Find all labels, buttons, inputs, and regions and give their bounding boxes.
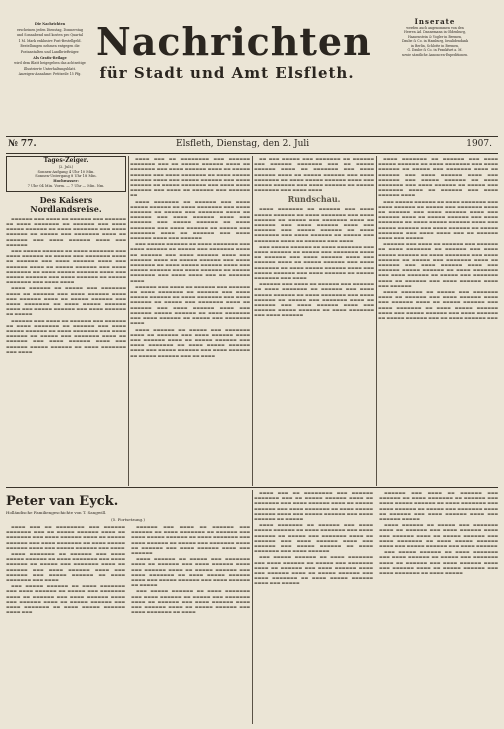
tagezeiger-heading: Tages-Zeiger. xyxy=(43,157,89,164)
article-heading-kaiser: Des Kaisers Nordlandsreise. xyxy=(30,194,102,214)
issue-year: 1907. xyxy=(466,139,492,149)
column-3: ▬▬ ▬▬▬ ▬▬▬▬▬ ▬▬▬ ▬▬▬▬▬▬▬ ▬▬ ▬▬▬▬▬▬ ▬▬▬ ▬▬▬▬▬▬ ▬▬▬▬▬▬▬ ▬▬▬ ▬▬ ▬▬▬▬▬ ▬▬▬▬▬▬ ▬▬▬▬ ▬▬ ▬▬▬▬▬▬▬ ▬▬▬ ▬▬▬▬ ▬▬▬▬▬▬ ▬▬▬▬ ▬▬ ▬▬▬▬▬ ▬▬▬▬▬▬ ▬▬▬ ▬▬▬▬ ▬▬▬▬▬▬▬ ▬▬ ▬▬▬▬ ▬▬▬▬▬ ▬▬▬▬▬▬ ▬▬▬▬ ▬▬▬ ▬▬▬▬▬ ▬▬▬▬▬▬ ▬▬▬ ▬▬▬▬ ▬▬▬▬▬▬ ▬▬ ▬▬▬▬▬ ▬▬▬▬▬▬▬ ▬▬▬ ▬▬▬▬ ▬▬▬▬ Rundschau. ▬▬▬▬ ▬▬▬▬▬▬▬ ▬▬ ▬▬▬▬▬▬ ▬▬▬ ▬▬▬▬ ▬▬▬▬▬ ▬▬▬▬▬▬ ▬▬ ▬▬▬▬ ▬▬▬▬▬▬▬ ▬▬▬ ▬▬▬▬ ▬▬▬▬▬▬ ▬▬ ▬▬▬▬▬ ▬▬▬ ▬▬▬▬▬▬▬ ▬▬▬▬ ▬▬ ▬▬▬▬▬▬ ▬▬▬ ▬▬▬▬ ▬▬▬▬▬▬ ▬▬▬▬ ▬▬▬ ▬▬▬▬▬▬ ▬▬▬ ▬▬▬▬▬ ▬▬▬▬▬▬ ▬▬ ▬▬▬▬ ▬▬▬▬▬▬▬ ▬▬▬ ▬▬▬▬ ▬▬▬▬▬▬ ▬▬ ▬▬▬▬▬ ▬▬▬ ▬▬▬▬▬▬▬ ▬▬▬▬ ▬▬ ▬▬▬▬▬▬ ▬▬▬ ▬▬▬▬ ▬▬▬ ▬▬▬▬▬ ▬▬▬▬▬▬ ▬▬ ▬▬▬▬ ▬▬▬▬▬▬▬ ▬▬▬ ▬▬▬▬ ▬▬▬▬▬▬ ▬▬ ▬▬▬▬▬ ▬▬▬ ▬▬▬▬▬▬▬ ▬▬▬▬ ▬▬ ▬▬▬▬▬▬ ▬▬▬ ▬▬▬▬ ▬▬▬▬▬▬ ▬▬▬▬ ▬▬▬ ▬▬▬▬▬▬ ▬▬▬▬ ▬▬ ▬▬▬▬▬ ▬▬▬▬▬▬ ▬▬▬ ▬▬▬▬ ▬▬▬▬▬▬▬ ▬▬ ▬▬▬▬ ▬▬▬▬▬ ▬▬▬▬▬▬ ▬▬▬▬ ▬▬▬ ▬▬▬▬▬ ▬▬▬▬▬▬ ▬▬▬ ▬▬▬▬ ▬▬▬▬▬▬ ▬▬ ▬▬▬▬▬ ▬▬▬▬▬▬▬ ▬▬▬ ▬▬▬▬ ▬▬▬▬▬▬ ▬▬▬ ▬▬▬▬ ▬▬ ▬▬▬▬▬▬ ▬▬▬ ▬▬▬▬▬▬ ▬▬ ▬▬▬▬ ▬▬▬▬▬▬▬ ▬▬ ▬▬▬▬▬▬ ▬▬▬ ▬▬▬▬ ▬▬▬▬▬ ▬▬▬▬▬▬ ▬▬ ▬▬▬▬ ▬▬▬▬▬▬▬ ▬▬▬ ▬▬▬▬ ▬▬▬▬▬▬ ▬▬ ▬▬▬▬▬ ▬▬▬ ▬▬▬▬▬▬▬ ▬▬▬▬ ▬▬ ▬▬▬▬▬▬ ▬▬▬ ▬▬▬▬ ▬▬▬▬▬▬ ▬▬▬▬ ▬▬▬ ▬▬▬▬▬▬ ▬▬▬▬▬ ▬▬▬▬▬▬ ▬▬ ▬▬▬▬ ▬▬▬▬▬▬▬ ▬▬▬ ▬▬▬▬ ▬▬▬▬▬▬ xyxy=(254,156,374,318)
masthead-left-line: und Sonnabend und kosten pro Quartal xyxy=(16,33,84,38)
serial-installment: (5. Fortsetzung.) xyxy=(111,517,145,522)
masthead-left-line: Die Nachrichten xyxy=(34,22,66,26)
masthead-right-line: in Berlin, Schlotte in Bremen, xyxy=(410,43,460,48)
serial-body: ▬▬▬▬ ▬▬▬ ▬▬ ▬▬▬▬▬▬▬▬ ▬▬▬ ▬▬▬▬▬▬ ▬▬▬▬▬▬▬ ▬▬▬ ▬▬ ▬▬▬▬▬ ▬▬▬▬▬▬ ▬▬▬▬ ▬▬ ▬▬▬▬▬▬▬ ▬▬▬ ▬▬▬▬ ▬▬▬▬▬▬ ▬▬▬▬ ▬▬ ▬▬▬▬▬ ▬▬▬▬▬▬ ▬▬▬ ▬▬▬▬ ▬▬▬▬▬▬▬ ▬▬ ▬▬▬▬ ▬▬▬▬▬ ▬▬▬▬▬▬ ▬▬▬▬ ▬▬▬ ▬▬▬▬▬ ▬▬▬▬▬▬ ▬▬▬ ▬▬▬▬ ▬▬▬▬ ▬▬▬▬▬▬▬ ▬▬ ▬▬▬▬▬▬ ▬▬▬ ▬▬▬▬ ▬▬▬▬▬ ▬▬▬▬▬▬ ▬▬ ▬▬▬▬ ▬▬▬▬▬▬▬ ▬▬▬ ▬▬▬▬ ▬▬▬▬▬▬ ▬▬ ▬▬▬▬▬ ▬▬▬ ▬▬▬▬▬▬▬ ▬▬▬▬ ▬▬ ▬▬▬▬▬▬ ▬▬▬ ▬▬▬▬ ▬▬▬▬▬▬ ▬▬▬▬ ▬▬▬ ▬▬▬▬▬▬ ▬▬▬ ▬▬▬▬▬ ▬▬▬▬▬▬ ▬▬ ▬▬▬▬ ▬▬▬▬▬▬▬ ▬▬▬ ▬▬▬▬ ▬▬▬ ▬▬▬▬▬ ▬▬▬▬▬▬ ▬▬ ▬▬▬▬ ▬▬▬▬▬▬▬ ▬▬▬ ▬▬▬▬ ▬▬▬▬▬▬ ▬▬ ▬▬▬▬▬ ▬▬▬ ▬▬▬▬▬▬▬ ▬▬▬▬ ▬▬ ▬▬▬▬▬▬ ▬▬▬ ▬▬▬▬ ▬▬▬▬▬▬ ▬▬▬▬ ▬▬▬ ▬▬▬▬▬▬ ▬▬▬▬ ▬▬ ▬▬▬▬▬ ▬▬▬▬▬▬ ▬▬▬ ▬▬▬▬ ▬▬▬▬▬▬▬ ▬▬ ▬▬▬▬ ▬▬▬▬▬ ▬▬▬▬▬▬ ▬▬▬▬ ▬▬▬ ▬▬▬▬▬▬ ▬▬▬ ▬▬▬▬ ▬▬ ▬▬▬▬▬▬ ▬▬▬ ▬▬▬▬▬▬ ▬▬ ▬▬▬▬ ▬▬▬▬▬▬▬ ▬▬ ▬▬▬▬▬▬ ▬▬▬ ▬▬▬▬ ▬▬▬▬▬ ▬▬▬▬▬▬ ▬▬ ▬▬▬▬ ▬▬▬▬▬▬▬ ▬▬▬ ▬▬▬▬ ▬▬▬▬▬▬ ▬▬ ▬▬▬▬▬ ▬▬▬ ▬▬▬▬▬▬▬ ▬▬▬▬ ▬▬ ▬▬▬▬▬▬ ▬▬▬ ▬▬▬▬ ▬▬▬▬▬▬ ▬▬▬▬ ▬▬▬ ▬▬▬▬▬▬ ▬▬▬▬ ▬▬▬▬▬▬ ▬▬ ▬▬▬▬▬ ▬▬▬ ▬▬▬▬▬▬▬ ▬▬▬▬ ▬▬ ▬▬▬▬▬▬ ▬▬▬ ▬▬▬▬ ▬▬▬▬▬▬ ▬▬▬▬ ▬▬▬ ▬▬▬▬▬▬ ▬▬▬▬ ▬▬ ▬▬▬▬▬ ▬▬▬▬▬▬ ▬▬▬ ▬▬▬▬ ▬▬▬▬▬▬▬ ▬▬ ▬▬▬▬ ▬▬▬▬▬ ▬▬▬▬▬▬ ▬▬▬▬ ▬▬▬ ▬▬▬▬▬ ▬▬▬▬▬▬ ▬▬▬ ▬▬▬▬ ▬▬▬▬▬▬ ▬▬ ▬▬▬▬▬ ▬▬▬ ▬▬▬▬▬ ▬▬▬▬▬▬ ▬▬ ▬▬▬▬ ▬▬▬▬▬▬▬ ▬▬▬ ▬▬▬▬ ▬▬▬▬▬▬ ▬▬ ▬▬▬▬▬ ▬▬▬ ▬▬▬▬▬▬▬ ▬▬▬▬ ▬▬ ▬▬▬▬▬▬ ▬▬▬ ▬▬▬▬ ▬▬▬▬▬▬ ▬▬▬▬ ▬▬▬ ▬▬▬▬▬▬ ▬▬▬▬ ▬▬ ▬▬▬▬▬ ▬▬▬▬▬▬ ▬▬▬ ▬▬▬▬ ▬▬▬▬▬▬▬ ▬▬ ▬▬▬▬ xyxy=(6,524,250,615)
masthead-right-line: G. Daube & Co. in Frankfurt a. M. xyxy=(407,48,463,52)
dateline xyxy=(6,138,498,152)
newspaper-title xyxy=(96,19,372,82)
serial-story xyxy=(6,494,250,724)
inserate-heading: Inserate xyxy=(414,17,456,26)
masthead-left-line: erscheinen jeden Dienstag, Donnerstag xyxy=(16,27,84,32)
title-sub: für Stadt und Amt Elsfleth. xyxy=(99,64,355,82)
divider xyxy=(6,136,498,137)
title-main: Nachrichten xyxy=(96,19,372,64)
serial-byline: Holländische Familiengeschichte von T. Sangwill. xyxy=(6,510,107,515)
masthead-right-line: werden auch angenommen von den xyxy=(406,25,464,30)
masthead-right-line: sowie sämtliche Annoncen-Expeditionen. xyxy=(401,52,469,57)
masthead-left-line: Anzeigen-Annahme: Petitzeile 15 Pfg. xyxy=(18,72,82,77)
masthead-left-line: Als Gratis-Beilage xyxy=(33,55,67,60)
masthead-right-line: Herren Ad. Dannemann in Oldenburg, xyxy=(404,30,466,34)
tagezeiger-line: Sonnen-Aufgang 4 Uhr 10 Min. xyxy=(37,169,95,174)
masthead-left-line: Illustrierte Unterhaltungsblatt. xyxy=(23,66,77,71)
masthead-left-line: wird dem Blatt beigegeben das achtseitige xyxy=(14,61,86,66)
column-1 xyxy=(6,156,126,456)
column-divider xyxy=(376,156,377,486)
issue-number: № 77. xyxy=(8,139,37,149)
tagezeiger-date: (2. Juli.) xyxy=(58,164,74,169)
column-divider xyxy=(128,156,129,486)
tagezeiger-box xyxy=(6,156,126,192)
tagezeiger-line: Sonnen-Untergang 8 Uhr 18 Min. xyxy=(35,174,97,179)
masthead-left-line: Bestellungen nehmen entgegen die xyxy=(20,44,80,49)
article-heading-rundschau: Rundschau. xyxy=(287,194,341,205)
column-4: ▬▬▬▬ ▬▬▬▬▬▬▬ ▬▬ ▬▬▬▬▬▬ ▬▬▬ ▬▬▬▬ ▬▬▬▬▬ ▬▬▬▬▬▬ ▬▬ ▬▬▬▬ ▬▬▬▬▬▬▬ ▬▬▬ ▬▬▬▬ ▬▬▬▬▬▬ ▬▬ ▬▬▬▬▬ ▬▬▬ ▬▬▬▬▬▬▬ ▬▬▬▬ ▬▬ ▬▬▬▬▬▬ ▬▬▬ ▬▬▬▬ ▬▬▬▬▬▬ ▬▬▬▬ ▬▬▬ ▬▬▬▬▬▬ ▬▬▬ ▬▬▬▬▬ ▬▬▬▬▬▬ ▬▬ ▬▬▬▬ ▬▬▬▬▬▬▬ ▬▬▬ ▬▬▬▬ ▬▬▬▬▬▬ ▬▬ ▬▬▬▬▬ ▬▬▬ ▬▬▬▬▬▬▬ ▬▬▬▬ ▬▬ ▬▬▬▬▬▬ ▬▬▬ ▬▬▬▬ ▬▬▬▬▬▬ ▬▬▬▬ ▬▬▬ ▬▬▬▬▬ ▬▬▬▬▬▬ ▬▬ ▬▬▬▬ ▬▬▬▬▬▬▬ ▬▬▬ ▬▬▬▬ ▬▬▬▬▬▬ ▬▬ ▬▬▬▬▬ ▬▬▬ ▬▬▬▬▬▬▬ ▬▬▬▬ ▬▬ ▬▬▬▬▬▬ ▬▬▬ ▬▬▬▬ ▬▬▬▬▬▬ ▬▬▬▬ ▬▬▬ ▬▬▬▬▬▬ ▬▬▬▬ ▬▬ ▬▬▬▬▬ ▬▬▬▬▬▬ ▬▬▬ ▬▬▬▬ ▬▬▬▬▬▬▬ ▬▬ ▬▬▬▬ ▬▬▬▬▬ ▬▬▬▬▬▬ ▬▬▬▬ ▬▬▬ ▬▬▬▬▬ ▬▬▬▬▬▬ ▬▬▬ ▬▬▬▬ ▬▬▬▬▬▬ ▬▬ ▬▬▬▬▬ ▬▬▬▬▬▬▬ ▬▬▬ ▬▬▬▬ ▬▬▬▬ ▬▬▬ ▬▬ ▬▬▬▬▬▬ ▬▬▬▬ ▬▬▬ ▬▬▬▬▬ ▬▬▬▬▬▬ ▬▬▬ ▬▬▬▬ ▬▬ ▬▬▬▬▬▬ ▬▬▬ ▬▬▬▬▬▬ ▬▬ ▬▬▬▬ ▬▬▬▬▬▬▬ ▬▬ ▬▬▬▬▬▬ ▬▬▬ ▬▬▬▬ ▬▬▬▬▬ ▬▬▬▬▬▬ ▬▬ ▬▬▬▬ ▬▬▬▬▬▬▬ ▬▬▬ ▬▬▬▬ ▬▬▬▬▬▬ ▬▬ ▬▬▬▬▬ ▬▬▬ ▬▬▬▬▬▬▬ ▬▬▬▬ ▬▬ ▬▬▬▬▬▬ ▬▬▬ ▬▬▬▬ ▬▬▬▬▬▬ ▬▬▬▬ ▬▬▬ ▬▬▬▬▬▬ ▬▬▬▬▬ ▬▬▬▬▬▬ ▬▬ ▬▬▬▬ ▬▬▬▬▬▬▬ ▬▬▬ ▬▬▬▬ ▬▬▬▬▬▬ ▬▬ ▬▬▬▬▬ ▬▬▬ ▬▬▬▬▬▬▬ ▬▬▬▬ ▬▬ ▬▬▬▬▬▬ ▬▬▬ ▬▬▬▬ ▬▬▬▬▬▬ ▬▬▬▬ ▬▬▬ ▬▬▬▬▬▬ ▬▬▬▬ ▬▬▬▬▬▬ ▬▬ ▬▬▬▬▬ ▬▬▬ ▬▬▬▬▬▬▬ ▬▬▬▬ ▬▬ ▬▬▬▬▬▬ ▬▬▬ ▬▬▬▬ ▬▬▬▬▬▬ ▬▬▬▬ ▬▬▬ ▬▬▬▬▬▬ ▬▬▬▬ ▬▬ ▬▬▬▬▬ ▬▬▬▬▬▬ ▬▬▬ ▬▬▬▬ ▬▬▬▬▬▬▬ ▬▬ ▬▬▬▬ ▬▬▬▬▬ ▬▬▬▬▬▬ ▬▬▬▬ ▬▬▬ ▬▬▬▬▬ ▬▬▬▬▬▬ ▬▬▬ ▬▬▬▬ ▬▬▬▬▬▬ ▬▬ ▬▬▬▬▬ ▬▬▬▬▬▬ ▬▬▬ ▬▬ ▬▬▬▬ ▬▬▬▬▬▬ ▬▬▬ xyxy=(378,156,498,321)
serial-title: Peter van Eyck. xyxy=(6,494,119,509)
feuilleton-divider xyxy=(6,487,498,488)
lower-right-columns xyxy=(254,490,498,724)
masthead-left-line: Postanstalten und Landbriefträger. xyxy=(20,49,80,54)
column-divider xyxy=(252,156,253,486)
column-divider xyxy=(252,490,253,724)
masthead-left-line: 1 M. Mark exklusive Post-Bestellgeld. xyxy=(18,38,82,43)
masthead-right-line: Haasenstein & Vogler in Bremen, xyxy=(407,34,463,39)
column-2: ▬▬▬▬ ▬▬▬ ▬▬ ▬▬▬▬▬▬▬▬ ▬▬▬ ▬▬▬▬▬▬ ▬▬▬▬▬▬▬ ▬▬▬ ▬▬ ▬▬▬▬▬ ▬▬▬▬▬▬ ▬▬▬▬ ▬▬ ▬▬▬▬▬▬▬ ▬▬▬ ▬▬▬▬ ▬▬▬▬▬▬ ▬▬▬▬ ▬▬ ▬▬▬▬▬ ▬▬▬▬▬▬ ▬▬▬ ▬▬▬▬ ▬▬▬▬▬▬▬ ▬▬ ▬▬▬▬ ▬▬▬▬▬ ▬▬▬▬▬▬ ▬▬▬▬ ▬▬▬ ▬▬▬▬▬ ▬▬▬▬▬▬ ▬▬▬ ▬▬▬▬ ▬▬▬▬▬▬ ▬▬ ▬▬▬▬▬ ▬▬▬▬▬▬▬ ▬▬▬ ▬▬▬▬ ▬▬▬▬ ▬▬▬▬▬▬ ▬▬▬ ▬▬▬▬ ▬▬ ▬▬▬▬▬▬ ▬▬▬ ▬▬▬▬▬▬ ▬▬ ▬▬▬▬ ▬▬▬▬▬▬▬ ▬▬ ▬▬▬▬▬▬ ▬▬▬ ▬▬▬▬ ▬▬▬▬▬ ▬▬▬▬▬▬ ▬▬ ▬▬▬▬ ▬▬▬▬▬▬▬ ▬▬▬ ▬▬▬▬ ▬▬▬▬▬▬ ▬▬ ▬▬▬▬▬ ▬▬▬ ▬▬▬▬▬▬▬ ▬▬▬▬ ▬▬ ▬▬▬▬▬▬ ▬▬▬ ▬▬▬▬ ▬▬▬▬▬▬ ▬▬▬▬ ▬▬▬ ▬▬▬▬▬▬ ▬▬▬ ▬▬▬▬▬ ▬▬▬▬▬▬ ▬▬ ▬▬▬▬ ▬▬▬▬▬▬▬ ▬▬▬ ▬▬▬▬ ▬▬▬▬▬▬ ▬▬ ▬▬▬▬▬ ▬▬▬ ▬▬▬▬▬▬▬ ▬▬▬▬ ▬▬ ▬▬▬▬▬▬ ▬▬▬ ▬▬▬▬ ▬▬▬▬▬▬ ▬▬▬▬ ▬▬▬ ▬▬▬▬▬▬ ▬▬▬ ▬▬▬▬▬ ▬▬▬▬▬▬ ▬▬ ▬▬▬▬ ▬▬▬▬▬▬▬ ▬▬▬ ▬▬▬▬ ▬▬▬▬▬▬ ▬▬ ▬▬▬▬▬ ▬▬▬ ▬▬▬▬▬▬▬ ▬▬▬▬ ▬▬ ▬▬▬▬▬▬ ▬▬▬ ▬▬▬▬ ▬▬▬▬▬▬ ▬▬▬▬ ▬▬▬ ▬▬▬▬▬▬ ▬▬▬▬ ▬▬ ▬▬▬▬▬ ▬▬▬▬▬▬ ▬▬▬ ▬▬▬▬ ▬▬▬▬▬▬▬ ▬▬ ▬▬▬▬ ▬▬▬▬▬ ▬▬▬▬▬▬ ▬▬▬▬ ▬▬▬ ▬▬▬▬▬ ▬▬▬▬▬▬ ▬▬▬ ▬▬▬▬ ▬▬▬▬▬▬ ▬▬ ▬▬▬▬▬ ▬▬▬▬▬▬▬ ▬▬▬ ▬▬▬▬ ▬▬▬▬ ▬▬▬ ▬▬ ▬▬▬▬▬▬ ▬▬▬▬ ▬▬▬▬▬▬ ▬▬▬ ▬▬▬▬ ▬▬ ▬▬▬▬▬▬ ▬▬▬ ▬▬▬▬▬▬ ▬▬ ▬▬▬▬ ▬▬▬▬▬▬▬ ▬▬ ▬▬▬▬▬▬ ▬▬▬ ▬▬▬▬ ▬▬▬▬▬ ▬▬▬▬▬▬ ▬▬ ▬▬▬▬ ▬▬▬▬▬▬▬ ▬▬▬ ▬▬▬▬ ▬▬▬▬▬▬ ▬▬ ▬▬▬▬▬ ▬▬▬ ▬▬▬▬▬▬▬ ▬▬▬▬ ▬▬ ▬▬▬▬▬▬ ▬▬▬ ▬▬▬▬ ▬▬▬▬▬▬ ▬▬▬▬ ▬▬▬ ▬▬▬▬▬▬ ▬▬▬▬▬ ▬▬▬▬▬▬ ▬▬ ▬▬▬▬ ▬▬▬▬▬▬▬ ▬▬▬ ▬▬▬▬ ▬▬▬▬▬▬ ▬▬ ▬▬▬▬▬ ▬▬▬ ▬▬▬▬▬▬▬ ▬▬▬▬ ▬▬▬▬ ▬▬▬▬▬▬ ▬▬ ▬▬▬▬▬ ▬▬▬ ▬▬▬▬▬▬▬ ▬▬▬▬ ▬▬ ▬▬▬▬▬▬ ▬▬▬ ▬▬▬▬ ▬▬▬▬▬▬ ▬▬▬▬ ▬▬▬ ▬▬▬▬▬▬ ▬▬▬▬ ▬▬ ▬▬▬▬▬ ▬▬▬▬▬▬ ▬▬▬ ▬▬▬▬ ▬▬▬▬▬▬▬ ▬▬ ▬▬▬▬ ▬▬▬▬▬ ▬▬▬▬▬▬ ▬▬▬▬ ▬▬▬ ▬▬▬▬▬ ▬▬▬▬▬▬ ▬▬▬ ▬▬▬▬ ▬▬▬▬▬▬ ▬▬ ▬▬▬▬▬ ▬▬▬▬▬▬ ▬▬▬ ▬▬ ▬▬▬▬ xyxy=(130,156,250,358)
masthead-right-line: Daube & Co. in Hamburg, Invalidendank xyxy=(401,39,469,43)
divider xyxy=(6,153,498,154)
tagezeiger-line: 7 Uhr 04 Min. Vorm. — 7 Uhr — Min. Nm. xyxy=(27,183,105,188)
masthead-advert-info xyxy=(372,17,498,57)
issue-date: Elsfleth, Dienstag, den 2. Juli xyxy=(176,139,310,149)
lower-right-body: ▬▬▬▬ ▬▬▬ ▬▬ ▬▬▬▬▬▬▬▬ ▬▬▬ ▬▬▬▬▬▬ ▬▬▬▬▬▬▬ ▬▬▬ ▬▬ ▬▬▬▬▬ ▬▬▬▬▬▬ ▬▬▬▬ ▬▬ ▬▬▬▬▬▬▬ ▬▬▬ ▬▬▬▬ ▬▬▬▬▬▬ ▬▬▬▬ ▬▬ ▬▬▬▬▬ ▬▬▬▬▬▬ ▬▬▬ ▬▬▬▬ ▬▬▬▬▬▬▬ ▬▬ ▬▬▬▬ ▬▬▬▬▬ ▬▬▬▬▬▬ ▬▬▬▬ ▬▬▬ ▬▬▬▬▬ ▬▬▬▬▬▬ ▬▬▬ ▬▬▬▬ ▬▬▬▬▬▬ ▬▬ ▬▬▬▬▬ ▬▬▬▬ ▬▬▬▬▬▬▬ ▬▬ ▬▬▬▬▬▬ ▬▬▬ ▬▬▬▬ ▬▬▬▬▬ ▬▬▬▬▬▬ ▬▬ ▬▬▬▬ ▬▬▬▬▬▬▬ ▬▬▬ ▬▬▬▬ ▬▬▬▬▬▬ ▬▬ ▬▬▬▬▬ ▬▬▬ ▬▬▬▬▬▬▬ ▬▬▬▬ ▬▬ ▬▬▬▬▬▬ ▬▬▬ ▬▬▬▬ ▬▬▬▬▬▬ ▬▬▬▬ ▬▬▬ ▬▬▬▬▬▬ ▬▬▬ ▬▬▬▬▬ ▬▬▬▬▬▬ ▬▬ ▬▬▬▬ ▬▬▬▬▬▬▬ ▬▬▬ ▬▬▬▬ ▬▬▬▬▬▬ ▬▬▬ ▬▬▬▬▬ ▬▬▬▬▬▬ ▬▬ ▬▬▬▬ ▬▬▬▬▬▬▬ ▬▬▬ ▬▬▬▬ ▬▬▬▬▬▬ ▬▬ ▬▬▬▬▬ ▬▬▬ ▬▬▬▬▬▬▬ ▬▬▬▬ ▬▬ ▬▬▬▬▬▬ ▬▬▬ ▬▬▬▬ ▬▬▬▬▬▬ ▬▬▬▬ ▬▬▬ ▬▬▬▬▬▬ ▬▬▬▬ ▬▬ ▬▬▬▬▬ ▬▬▬▬▬▬ ▬▬▬ ▬▬▬▬ ▬▬▬▬▬▬▬ ▬▬ ▬▬▬▬ ▬▬▬▬▬ ▬▬▬▬▬▬ ▬▬▬▬ ▬▬▬ ▬▬▬▬▬ ▬▬▬▬▬▬ ▬▬▬ ▬▬▬▬ ▬▬ ▬▬▬▬▬▬ ▬▬▬ ▬▬▬▬▬▬ ▬▬ ▬▬▬▬ ▬▬▬▬▬▬▬ ▬▬ ▬▬▬▬▬▬ ▬▬▬ ▬▬▬▬ ▬▬▬▬▬ ▬▬▬▬▬▬ ▬▬ ▬▬▬▬ ▬▬▬▬▬▬▬ ▬▬▬ ▬▬▬▬ ▬▬▬▬▬▬ ▬▬ ▬▬▬▬▬ ▬▬▬ ▬▬▬▬▬▬▬ ▬▬▬▬ ▬▬ ▬▬▬▬▬▬ ▬▬▬ ▬▬▬▬ ▬▬▬▬▬▬ ▬▬▬▬ ▬▬▬ ▬▬▬▬▬▬ ▬▬▬▬▬ ▬▬▬▬ ▬▬▬▬▬▬ ▬▬ ▬▬▬▬▬ ▬▬▬ ▬▬▬▬▬▬▬ ▬▬▬▬ ▬▬ ▬▬▬▬▬▬ ▬▬▬ ▬▬▬▬ ▬▬▬▬▬▬ ▬▬▬▬ ▬▬▬ ▬▬▬▬▬▬ ▬▬▬▬ ▬▬ ▬▬▬▬▬ ▬▬▬▬▬▬ ▬▬▬ ▬▬▬▬ ▬▬▬▬▬▬▬ ▬▬ ▬▬▬▬ ▬▬▬▬▬ ▬▬▬▬▬▬ ▬▬▬▬ ▬▬▬ ▬▬▬▬▬ ▬▬▬▬▬▬ ▬▬▬ ▬▬▬▬ ▬▬▬▬▬▬ ▬▬▬ ▬▬▬▬▬ ▬▬▬▬▬▬ ▬▬ ▬▬▬▬ ▬▬▬▬▬▬▬ ▬▬▬ ▬▬▬▬ ▬▬▬▬▬▬ ▬▬ ▬▬▬▬▬ ▬▬▬ ▬▬▬▬▬▬▬ ▬▬▬▬ ▬▬ ▬▬▬▬▬▬ ▬▬▬ ▬▬▬▬ ▬▬▬▬▬▬ ▬▬▬▬ ▬▬▬ ▬▬▬▬▬▬ ▬▬▬▬ ▬▬ ▬▬▬▬▬ ▬▬▬▬▬▬ ▬▬▬ ▬▬▬▬ ▬▬▬▬▬▬▬ ▬▬ ▬▬▬▬ ▬▬▬▬▬ xyxy=(254,490,498,586)
article-body: ▬▬▬▬▬▬ ▬▬▬ ▬▬▬▬ ▬▬ ▬▬▬▬▬▬ ▬▬▬ ▬▬▬▬▬▬ ▬▬ ▬▬▬▬ ▬▬▬▬▬▬▬ ▬▬ ▬▬▬▬▬▬ ▬▬▬ ▬▬▬▬ ▬▬▬▬▬ ▬▬▬▬▬▬ ▬▬ ▬▬▬▬ ▬▬▬▬▬▬▬ ▬▬▬ ▬▬▬▬ ▬▬▬▬▬▬ ▬▬ ▬▬▬▬▬ ▬▬▬ ▬▬▬▬▬▬▬ ▬▬▬▬ ▬▬ ▬▬▬▬▬▬ ▬▬▬ ▬▬▬▬ ▬▬▬▬▬▬ ▬▬▬▬ ▬▬▬ ▬▬▬▬▬▬ ▬▬▬ ▬▬▬▬▬ ▬▬▬▬▬▬ ▬▬ ▬▬▬▬ ▬▬▬▬▬▬▬ ▬▬▬ ▬▬▬▬ ▬▬▬▬▬▬ ▬▬ ▬▬▬▬▬ ▬▬▬ ▬▬▬▬▬▬▬ ▬▬▬▬ ▬▬ ▬▬▬▬▬▬ ▬▬▬ ▬▬▬▬ ▬▬▬▬▬▬ ▬▬▬▬ ▬▬▬ ▬▬▬▬▬▬ ▬▬▬▬ ▬▬ ▬▬▬▬▬ ▬▬▬▬▬▬ ▬▬▬ ▬▬▬▬ ▬▬▬▬▬▬▬ ▬▬ ▬▬▬▬ ▬▬▬▬▬ ▬▬▬▬▬▬ ▬▬▬▬ ▬▬▬ ▬▬▬▬▬ ▬▬▬▬▬▬ ▬▬▬ ▬▬▬▬ ▬▬▬▬▬▬ ▬▬ ▬▬▬▬▬ ▬▬▬▬▬▬▬ ▬▬▬ ▬▬▬▬ ▬▬▬▬ ▬▬▬▬ ▬▬▬▬▬▬ ▬▬ ▬▬▬▬▬ ▬▬▬ ▬▬▬▬▬▬▬ ▬▬▬▬ ▬▬ ▬▬▬▬▬▬ ▬▬▬ ▬▬▬▬ ▬▬▬▬▬▬ ▬▬▬▬ ▬▬▬ ▬▬▬▬▬▬ ▬▬▬▬ ▬▬ ▬▬▬▬▬ ▬▬▬▬▬▬ ▬▬▬ ▬▬▬▬ ▬▬▬▬▬▬▬ ▬▬ ▬▬▬▬ ▬▬▬▬▬ ▬▬▬▬▬▬ ▬▬▬▬ ▬▬▬ ▬▬▬▬▬ ▬▬▬▬▬▬ ▬▬▬ ▬▬▬▬ ▬▬▬▬▬▬ ▬▬ ▬▬▬▬▬ ▬▬▬▬▬▬ ▬▬▬ ▬▬▬▬ ▬▬ ▬▬▬▬▬▬ ▬▬▬ ▬▬▬▬▬▬ ▬▬ ▬▬▬▬ ▬▬▬▬▬▬▬ ▬▬ ▬▬▬▬▬▬ ▬▬▬ ▬▬▬▬ ▬▬▬▬▬ ▬▬▬▬▬▬ ▬▬ ▬▬▬▬ ▬▬▬▬▬▬▬ ▬▬▬ ▬▬▬▬ ▬▬▬▬▬▬ ▬▬ ▬▬▬▬▬ ▬▬▬ ▬▬▬▬▬▬▬ ▬▬▬▬ ▬▬ ▬▬▬▬▬▬ ▬▬▬ ▬▬▬▬ ▬▬▬▬▬▬ ▬▬▬▬ ▬▬▬ ▬▬▬▬▬▬ ▬▬▬▬▬ ▬▬▬▬▬▬ ▬▬ ▬▬▬▬ ▬▬▬▬▬▬▬ ▬▬▬ ▬▬▬▬ xyxy=(6,215,126,354)
tagezeiger-line: Hochwasser: xyxy=(53,179,79,184)
masthead-subscription-info xyxy=(6,22,94,78)
